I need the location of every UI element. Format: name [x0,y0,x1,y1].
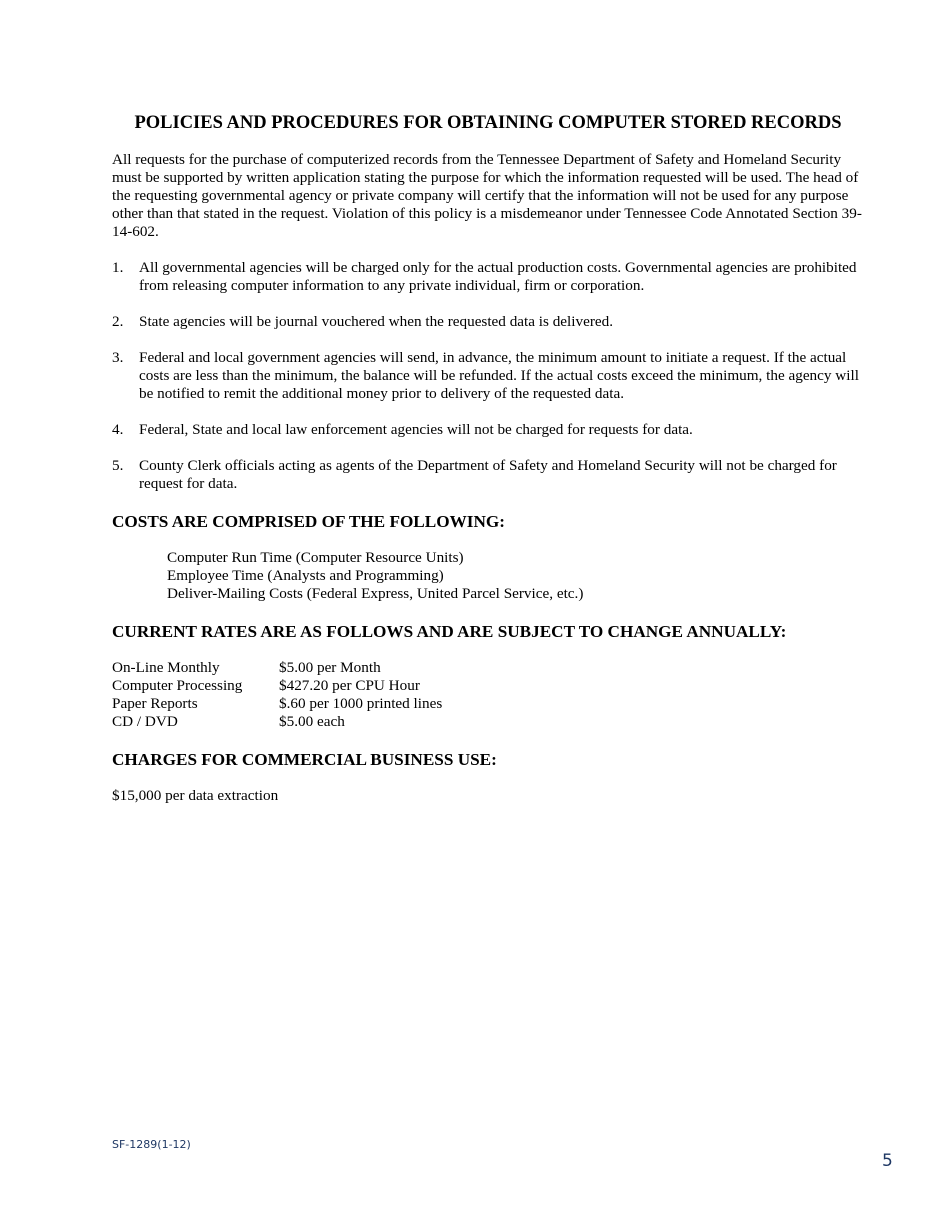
policy-number: 4. [112,421,124,438]
policy-item [112,457,864,493]
costs-heading: COSTS ARE COMPRISED OF THE FOLLOWING: [112,512,505,531]
rate-value: $5.00 each [279,713,345,730]
policy-number: 3. [112,349,124,366]
policy-list [112,259,864,493]
rate-row [112,695,442,713]
rate-value: $.60 per 1000 printed lines [279,695,443,712]
cost-item: Employee Time (Analysts and Programming) [167,567,444,584]
policy-text: Federal and local government agencies will send, in advance, the minimum amount to initiate a request. If the actual costs are less than the minimum, the balance will be refunded. If the actual costs exceed the minimum, the agency will be notified to remit the additional money prior to delivery of the requested data. [139,349,859,402]
policy-number: 1. [112,259,124,276]
cost-item: Deliver-Mailing Costs (Federal Express, United Parcel Service, etc.) [167,585,584,602]
rate-row [112,677,442,695]
policy-text: State agencies will be journal vouchered when the requested data is delivered. [139,313,614,330]
page-number: 5 [882,1151,893,1171]
policy-item [112,259,864,295]
policy-number: 5. [112,457,124,474]
page-title: POLICIES AND PROCEDURES FOR OBTAINING COMPUTER STORED RECORDS [134,113,842,133]
policy-item [112,421,864,439]
policy-text: County Clerk officials acting as agents of the Department of Safety and Homeland Security will not be charged for request for data. [139,457,837,492]
intro-paragraph: All requests for the purchase of computerized records from the Tennessee Department of Safety and Homeland Security must be supported by written application stating the purpose for which the information requested will be used. The head of the requesting governmental agency or private company will certify that the information will not be used for any purpose other than that stated in the request. Violation of this policy is a misdemeanor under Tennessee Code Annotated Section 39-14-602. [112,151,862,240]
policy-text: Federal, State and local law enforcement agencies will not be charged for requests for data. [139,421,693,438]
rate-name: CD / DVD [112,713,178,730]
form-number: SF-1289(1-12) [112,1138,191,1151]
policy-number: 2. [112,313,124,330]
rates-heading: CURRENT RATES ARE AS FOLLOWS AND ARE SUBJECT TO CHANGE ANNUALLY: [112,622,787,641]
costs-list [167,549,864,603]
rate-value: $5.00 per Month [279,659,381,676]
rate-row [112,659,442,677]
commercial-heading: CHARGES FOR COMMERCIAL BUSINESS USE: [112,750,497,769]
rate-name: On-Line Monthly [112,659,220,676]
rate-name: Paper Reports [112,695,198,712]
policy-item [112,313,864,331]
rate-name: Computer Processing [112,677,243,694]
rate-value: $427.20 per CPU Hour [279,677,420,694]
cost-item: Computer Run Time (Computer Resource Units) [167,549,464,566]
rates-table [112,659,442,731]
rate-row [112,713,442,731]
document-page [112,112,864,805]
policy-text: All governmental agencies will be charged only for the actual production costs. Governmental agencies are prohibited from releasing computer information to any private individual, firm or corporation. [139,259,857,294]
commercial-charge: $15,000 per data extraction [112,787,279,804]
policy-item [112,349,864,403]
